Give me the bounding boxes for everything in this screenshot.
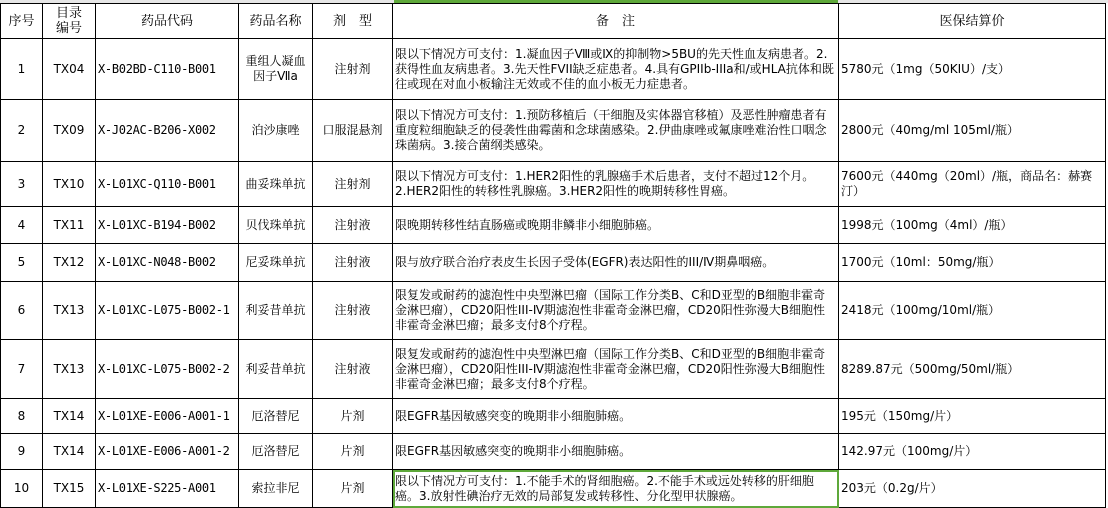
cell-drug-code[interactable]: X-L01XC-L075-B002-1 bbox=[96, 282, 239, 340]
cell-catalog-no[interactable]: TX15 bbox=[43, 470, 96, 508]
cell-catalog-no[interactable]: TX14 bbox=[43, 434, 96, 470]
cell-dosage-form[interactable]: 注射剂 bbox=[313, 39, 393, 100]
cell-price[interactable]: 5780元（1mg（50KIU）/支） bbox=[839, 39, 1106, 100]
cell-seq[interactable]: 6 bbox=[1, 282, 43, 340]
cell-price[interactable]: 7600元（440mg（20ml）/瓶，商品名：赫赛汀） bbox=[839, 162, 1106, 207]
cell-remark[interactable]: 限晚期转移性结直肠癌或晚期非鳞非小细胞肺癌。 bbox=[393, 207, 839, 244]
cell-price[interactable]: 2800元（40mg/ml 105ml/瓶） bbox=[839, 100, 1106, 162]
table-row bbox=[1, 434, 1106, 470]
cell-remark[interactable]: 限复发或耐药的滤泡性中央型淋巴瘤（国际工作分类B、C和D亚型的B细胞非霍奇金淋巴瘤），CD20阳性III-Ⅳ期滤泡性非霍奇金淋巴瘤，CD20阳性弥漫大B细胞性非霍奇金淋巴瘤；最多支付8个疗程。 bbox=[393, 282, 839, 340]
table-row bbox=[1, 282, 1106, 340]
header-catalog-no[interactable] bbox=[43, 4, 96, 39]
cell-price[interactable]: 8289.87元（500mg/50ml/瓶） bbox=[839, 340, 1106, 399]
cell-catalog-no[interactable]: TX10 bbox=[43, 162, 96, 207]
table-row bbox=[1, 399, 1106, 434]
cell-price[interactable]: 1998元（100mg（4ml）/瓶） bbox=[839, 207, 1106, 244]
cell-dosage-form[interactable]: 注射液 bbox=[313, 207, 393, 244]
header-remark[interactable]: 备 注 bbox=[393, 4, 839, 39]
table-row bbox=[1, 470, 1106, 508]
cell-catalog-no[interactable]: TX11 bbox=[43, 207, 96, 244]
cell-drug-name[interactable]: 厄洛替尼 bbox=[239, 434, 313, 470]
cell-drug-name[interactable]: 利妥昔单抗 bbox=[239, 340, 313, 399]
table-row bbox=[1, 39, 1106, 100]
cell-dosage-form[interactable]: 片剂 bbox=[313, 434, 393, 470]
cell-dosage-form[interactable]: 注射剂 bbox=[313, 162, 393, 207]
cell-drug-name[interactable]: 索拉非尼 bbox=[239, 470, 313, 508]
cell-drug-name[interactable]: 利妥昔单抗 bbox=[239, 282, 313, 340]
header-seq[interactable]: 序号 bbox=[1, 4, 43, 39]
cell-dosage-form[interactable]: 口服混悬剂 bbox=[313, 100, 393, 162]
table-row bbox=[1, 340, 1106, 399]
cell-seq[interactable]: 8 bbox=[1, 399, 43, 434]
header-drug-name[interactable]: 药品名称 bbox=[239, 4, 313, 39]
cell-remark[interactable]: 限以下情况方可支付：1.凝血因子Ⅷ或Ⅸ的抑制物>5BU的先天性血友病患者。2.获得性血友病患者。3.先天性FVII缺乏症患者。4.具有GPIIb-IIIa和/或HLA抗体和既往或现在对血小板输注无效或不佳的血小板无力症患者。 bbox=[393, 39, 839, 100]
cell-drug-code[interactable]: X-B02BD-C110-B001 bbox=[96, 39, 239, 100]
cell-price[interactable]: 203元（0.2g/片） bbox=[839, 470, 1106, 508]
cell-price[interactable]: 195元（150mg/片） bbox=[839, 399, 1106, 434]
drug-table bbox=[0, 3, 1106, 508]
cell-seq[interactable]: 1 bbox=[1, 39, 43, 100]
cell-dosage-form[interactable]: 片剂 bbox=[313, 470, 393, 508]
table-row bbox=[1, 100, 1106, 162]
cell-dosage-form[interactable]: 注射液 bbox=[313, 244, 393, 282]
table-row bbox=[1, 162, 1106, 207]
cell-drug-code[interactable]: X-L01XC-L075-B002-2 bbox=[96, 340, 239, 399]
cell-drug-code[interactable]: X-L01XE-E006-A001-2 bbox=[96, 434, 239, 470]
cell-seq[interactable]: 3 bbox=[1, 162, 43, 207]
cell-drug-code[interactable]: X-L01XE-E006-A001-1 bbox=[96, 399, 239, 434]
header-catalog-no-line1: 目录 bbox=[55, 6, 82, 21]
cell-price[interactable]: 142.97元（100mg/片） bbox=[839, 434, 1106, 470]
header-dosage-form[interactable]: 剂 型 bbox=[313, 4, 393, 39]
cell-seq[interactable]: 7 bbox=[1, 340, 43, 399]
cell-seq[interactable]: 2 bbox=[1, 100, 43, 162]
cell-catalog-no[interactable]: TX13 bbox=[43, 340, 96, 399]
cell-drug-code[interactable]: X-L01XC-N048-B002 bbox=[96, 244, 239, 282]
cell-catalog-no[interactable]: TX04 bbox=[43, 39, 96, 100]
cell-remark-selected[interactable]: 限以下情况方可支付：1.不能手术的肾细胞癌。2.不能手术或远处转移的肝细胞癌。3.放射性碘治疗无效的局部复发或转移性、分化型甲状腺癌。 bbox=[393, 470, 839, 508]
cell-drug-code[interactable]: X-L01XE-S225-A001 bbox=[96, 470, 239, 508]
cell-remark[interactable]: 限EGFR基因敏感突变的晚期非小细胞肺癌。 bbox=[393, 434, 839, 470]
cell-dosage-form[interactable]: 片剂 bbox=[313, 399, 393, 434]
cell-price[interactable]: 2418元（100mg/10ml/瓶） bbox=[839, 282, 1106, 340]
cell-remark[interactable]: 限与放疗联合治疗表皮生长因子受体(EGFR)表达阳性的III/Ⅳ期鼻咽癌。 bbox=[393, 244, 839, 282]
cell-catalog-no[interactable]: TX14 bbox=[43, 399, 96, 434]
cell-seq[interactable]: 9 bbox=[1, 434, 43, 470]
cell-drug-name[interactable]: 泊沙康唑 bbox=[239, 100, 313, 162]
cell-drug-code[interactable]: X-L01XC-Q110-B001 bbox=[96, 162, 239, 207]
table-row bbox=[1, 244, 1106, 282]
cell-seq[interactable]: 10 bbox=[1, 470, 43, 508]
cell-seq[interactable]: 4 bbox=[1, 207, 43, 244]
cell-remark[interactable]: 限复发或耐药的滤泡性中央型淋巴瘤（国际工作分类B、C和D亚型的B细胞非霍奇金淋巴瘤），CD20阳性III-Ⅳ期滤泡性非霍奇金淋巴瘤，CD20阳性弥漫大B细胞性非霍奇金淋巴瘤；最多支付8个疗程。 bbox=[393, 340, 839, 399]
table-row bbox=[1, 207, 1106, 244]
cell-drug-name[interactable]: 尼妥珠单抗 bbox=[239, 244, 313, 282]
cell-catalog-no[interactable]: TX13 bbox=[43, 282, 96, 340]
cell-drug-name[interactable]: 曲妥珠单抗 bbox=[239, 162, 313, 207]
header-drug-code[interactable]: 药品代码 bbox=[96, 4, 239, 39]
cell-drug-code[interactable]: X-L01XC-B194-B002 bbox=[96, 207, 239, 244]
cell-remark[interactable]: 限以下情况方可支付：1.HER2阳性的乳腺癌手术后患者，支付不超过12个月。2.HER2阳性的转移性乳腺癌。3.HER2阳性的晚期转移性胃癌。 bbox=[393, 162, 839, 207]
cell-drug-name[interactable]: 重组人凝血因子Ⅶa bbox=[239, 39, 313, 100]
cell-remark[interactable]: 限以下情况方可支付：1.预防移植后（干细胞及实体器官移植）及恶性肿瘤患者有重度粒细胞缺乏的侵袭性曲霉菌和念球菌感染。2.伊曲康唑或氟康唑难治性口咽念珠菌病。3.接合菌纲类感染。 bbox=[393, 100, 839, 162]
cell-seq[interactable]: 5 bbox=[1, 244, 43, 282]
cell-catalog-no[interactable]: TX12 bbox=[43, 244, 96, 282]
cell-price[interactable]: 1700元（10ml：50mg/瓶） bbox=[839, 244, 1106, 282]
cell-dosage-form[interactable]: 注射液 bbox=[313, 340, 393, 399]
header-price[interactable]: 医保结算价 bbox=[839, 4, 1106, 39]
cell-dosage-form[interactable]: 注射液 bbox=[313, 282, 393, 340]
cell-drug-name[interactable]: 厄洛替尼 bbox=[239, 399, 313, 434]
cell-drug-code[interactable]: X-J02AC-B206-X002 bbox=[96, 100, 239, 162]
cell-catalog-no[interactable]: TX09 bbox=[43, 100, 96, 162]
header-catalog-no-line2: 编号 bbox=[55, 21, 82, 36]
header-row bbox=[1, 4, 1106, 39]
cell-drug-name[interactable]: 贝伐珠单抗 bbox=[239, 207, 313, 244]
cell-remark[interactable]: 限EGFR基因敏感突变的晚期非小细胞肺癌。 bbox=[393, 399, 839, 434]
